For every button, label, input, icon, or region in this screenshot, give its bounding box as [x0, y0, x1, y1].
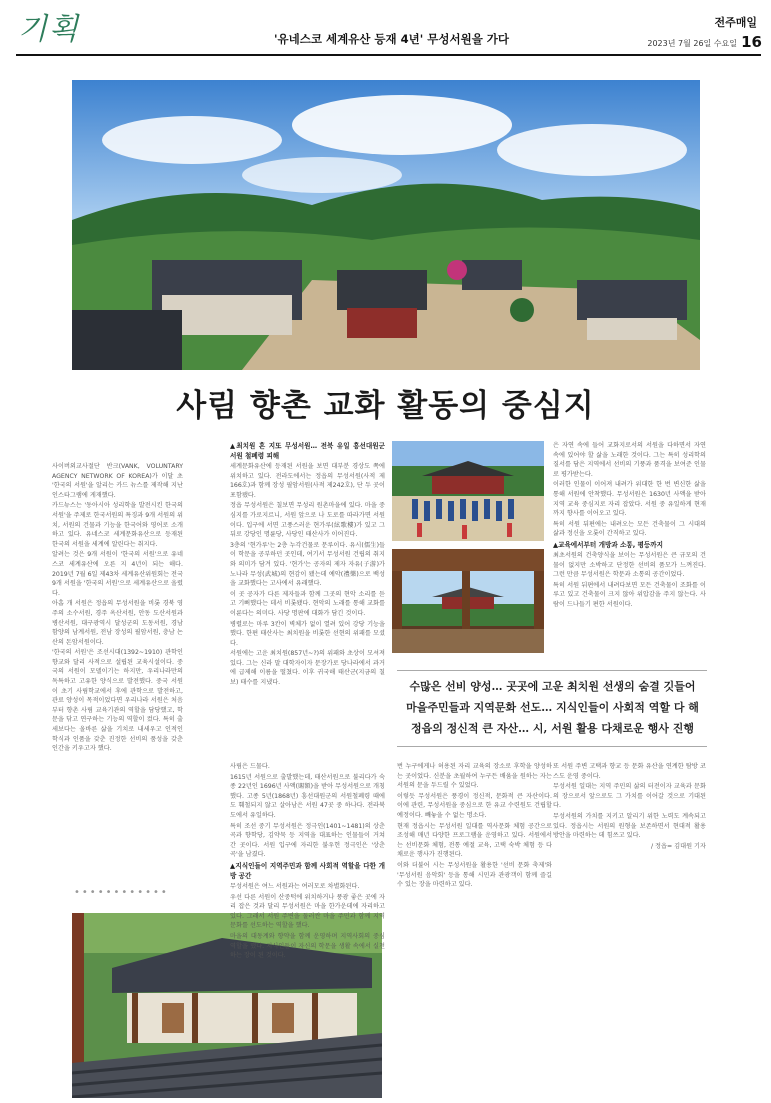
- paragraph: 사이버외교사절단 반크(VANK, VOLUNTARY AGENCY NETWORK OF KOREA)가 이달 초 '한국의 서원'을 알리는 카드 뉴스를 제작해 지난 인스타그램에 게재했다.: [52, 463, 183, 499]
- quote-line: 수많은 선비 양성… 곳곳에 고운 최치원 선생의 숨결 깃들어: [409, 680, 696, 693]
- article-column-2: [230, 441, 385, 689]
- paragraph: 아홉 개 서원은 정읍의 무성서원을 비롯 경북 영주의 소수서원, 경주 옥산서원, 안동 도산서원과 병산서원, 대구광역시 달성군의 도동서원, 경남 함양의 남계서원, 전남 장성의 필암서원, 충남 논산의 돈암서원이다.: [52, 600, 183, 646]
- paragraph: 알려는 것은 9개 서원이 '한국의 서원'으로 유네스코 세계유산에 오른 지 4년이 되는 해다. 2019년 7월 6일 제43차 세계유산위원회는 전국 9개 서원을 '한국의 서원'으로 세계유산으로 올렸다.: [52, 551, 183, 597]
- paragraph: 특히 조선 중기 무성서원은 정극인(1401~1481)의 상춘곡과 향학당, 김약묵 등 지역을 대표하는 인물들이 거쳐 간 곳이다. 서원 입구에 자리한 불우헌 정극인은 '상춘곡'을 남겼다.: [230, 822, 385, 859]
- article-column-5: [397, 762, 552, 891]
- paragraph: 1615년 서원으로 출발했는데, 태산서원으로 불리다가 숙종 22년인 1696년 사액(賜額)을 받아 무성서원으로 개칭했다. 고종 5년(1868년) 흥선대원군의 서원철폐령 때에도 훼철되지 않고 살아남은 서원 47곳 중 하나다. 전라북도에서 유일하다.: [230, 773, 385, 819]
- header-rule: [16, 54, 761, 56]
- paragraph: 무성서원 일대는 지역 주민의 삶의 터전이자 교육과 문화의 장으로서 앞으로도 그 가치를 이어갈 것으로 기대된다.: [553, 783, 706, 810]
- hero-photo-aerial-seowon: [72, 80, 700, 370]
- quote-rule-bottom: [397, 746, 707, 747]
- article-column-6: [553, 762, 706, 852]
- paragraph: 이 곳 공자가 다른 제자들과 함께 그곳의 현악 소리를 듣고 기뻐했다는 데서 비롯됐다. 현악의 노래를 통해 교화를 이룬다는 의미다. 사당 명판에 대화가 담긴 것이다.: [230, 590, 385, 617]
- paragraph: 번 누구에게나 허용된 자리 교육의 장소로 후학을 양성하는 곳이었다. 신분을 초월하여 누구든 배움을 원하는 자는 서원의 문을 두드릴 수 있었다.: [397, 763, 552, 790]
- byline: / 정읍= 김대원 기자: [650, 842, 706, 850]
- paragraph: 현재 정읍시는 무성서원 일대를 역사문화 체험 공간으로 조성해 매년 다양한 프로그램을 운영하고 있다. 서원에서는 선비문화 체험, 전통 예절 교육, 고택 숙박 체험 등 다채로운 행사가 진행된다.: [397, 822, 552, 859]
- paragraph: 마을의 대동계와 향약을 함께 운영하며 지역사회의 중심 역할을 했다. 지식인들이 자신의 학문을 생활 속에서 실천하는 장이 된 것이다.: [230, 932, 385, 960]
- paragraph: 또 서원 주변 고택과 향교 등 문화 유산을 연계한 탐방 코스도 운영 중이다.: [553, 763, 706, 780]
- paragraph: 서원에는 고운 최치원(857년~?)의 위패와 초상이 모셔져 있다. 그는 신라 말 대학자이자 문장가로 당나라에서 과거에 급제해 이름을 떨쳤다. 이후 귀국해 태산군(지금의 칠보) 태수를 지냈다.: [230, 650, 385, 687]
- paragraph: 이러한 인물이 이어져 내려가 위대한 한 번 변신한 삶을 통해 서원에 안착했다. 무성서원은 1630년 사액을 받아 지역 교육 중심지로 자리 잡았다. 서원 중 유일하게 현재까지 향사를 이어오고 있다.: [553, 481, 706, 518]
- column-separator-dots: ••••••••••••: [74, 887, 169, 898]
- paragraph: 이렇듯 무성서원은 풍경이 정신적, 문화적 큰 자산이다. 이에 관련, 무성서원을 중심으로 한 유교 수련원도 건립할 예정이다. 빼놓을 수 없는 명소다.: [397, 792, 552, 819]
- paragraph: 은 자연 속에 들어 교화지로서의 서원을 다하면서 자연 속에 있어야 할 삶을 노래한 것이다. 그는 특히 성리학의 질서를 담은 지역에서 선비의 기풍과 품격을 보여준 인물로 평가받는다.: [553, 442, 706, 478]
- paragraph: '한국의 서원'은 조선시대(1392~1910) 관학인 향교와 달리 사적으로 설립된 교육시설이다. 중국의 서원이 모델이기는 하지만, 우리나라만의 독특하고 고유한 양식으로 발전했다. 중국 서원이 초기 사림학교에서 후에 관학으로 발전하고, 관료 양성이 목적이었다면 우리나라 서원은 처음부터 향촌 사림 교육기관의 역할을 담당했고, 학문을 닦고 연구하는 기능의 역할이 컸다. 특히 출세보다는 올바른 삶을 기치로 내세우고 인적인 학식과 인품을 갖춘 진정한 선비의 품성을 갖춘 인간을 키우고자 했다.: [52, 649, 183, 753]
- photo-pavilion-interior: [392, 549, 544, 653]
- section-logo: 기획: [18, 12, 80, 47]
- paragraph: 사림은 드물다.: [230, 763, 270, 770]
- paragraph: 정읍 무성서원은 칠보면 무성리 원촌마을에 있다. 마을 중심지를 가로지르니, 서원 앞으로 나 도로를 따라가면 서원이다. 입구에 서면 고풍스러운 현가루(絃歌樓)가 있고 그 뒤로 강당인 명륜당, 사당인 태산사가 이어진다.: [230, 502, 385, 539]
- paragraph: 특히 서원 뒤편에는 내려오는 모든 건축물이 그 시대의 삶과 정신을 오롯이 간직하고 있다.: [553, 520, 706, 538]
- paragraph: 최초서원의 건축양식을 보이는 무성서원은 큰 규모의 건물이 없지만 소박하고 단정한 선비의 품모가 느껴진다. 그런 만큼 무성서원은 학문과 소통의 공간이었다.: [553, 551, 706, 579]
- subheading: ▲최치원 흔 지또 무성서원… 전북 유일 흥선대원군 서원 철폐령 피해: [230, 442, 385, 460]
- quote-rule-top: [397, 670, 707, 671]
- series-title: '유네스코 세계유산 등재 4년' 무성서원을 가다: [274, 32, 510, 46]
- photo-ceremony: [392, 441, 544, 541]
- paragraph: 세계문화유산에 등재된 서원을 보면 대부분 경상도 쪽에 위치하고 있다. 전라도에서는 정읍의 무성서원(사적 제166호)과 함께 장성 필암서원(사적 제242호), 단 두 곳이 포함됐다.: [230, 463, 385, 499]
- subheading: ▲지식인들이 지역주민과 함께 사회적 역할을 다한 개방 공간: [230, 861, 385, 880]
- paragraph: 카드뉴스는 '동아시아 성리학을 발전시킨 한국의 서원'을 주제로 한국서원의 특징과 9개 서원의 위치, 서원의 건물과 기능을 한국어와 영어로 소개하고 있다. 유네스코 세계문화유산으로 등재된 한국의 서원을 세계에 알린다는 취지다.: [52, 502, 184, 548]
- article-column-1: [52, 462, 183, 755]
- paragraph: 이와 더불어 시는 무성서원을 활용한 '선비 문화 축제'와 '무성서원 음악회' 등을 통해 시민과 관광객이 함께 즐길 수 있는 장을 마련하고 있다.: [397, 861, 552, 889]
- newspaper-name: 전주매일: [714, 16, 757, 29]
- pull-quote: [395, 676, 710, 739]
- quote-line: 정읍의 정신적 큰 자산… 시, 서원 활용 다채로운 행사 진행: [410, 722, 695, 735]
- paragraph: 특히 서원 뒤편에서 내려다보면 모든 건축물이 조화를 이루고 있고 건축물이 크지 않아 위압감을 주지 않는다. 사람이 드나들기 편한 서원이다.: [553, 581, 706, 608]
- paragraph: 우선 다른 서원이 산중턱에 위치하거나 풍광 좋은 곳에 자리 잡은 것과 달리 무성서원은 마을 한가운데에 자리하고 있다. 그래서 서원 주변을 둘러싼 마을 주민과 함께 지역문화를 선도하는 역할을 했다.: [230, 893, 385, 930]
- paragraph: 3층의 '현가루'는 2층 누각건물로 문루이다. 유시(儒生)들이 학문을 공부하던 곳인데, 여기서 무성서원 건립의 취지와 의미가 담겨 있다. '현가'는 공자의 제자 자유(子游)가 노나라 무성(武城)의 현감이 됐는데 예악(禮樂)으로 백성을 교화했다는 고사에서 유래했다.: [230, 541, 385, 588]
- article-column-4: [230, 762, 385, 962]
- subheading: ▲교육에서부터 개방과 소통, 평등까지: [553, 540, 664, 549]
- article-column-3: [553, 441, 706, 611]
- quote-line: 마을주민들과 지역문화 선도… 지식인들이 사회적 역할 다 해: [406, 701, 699, 714]
- paragraph: 무성서원의 가치를 지키고 알리기 위한 노력도 계속되고 있다. 정읍시는 서원의 원형을 보존하면서 현대적 활용 방안을 마련하는 데 힘쓰고 있다.: [553, 812, 706, 840]
- page-number: 16: [741, 33, 762, 51]
- paragraph: 병렬로는 마루 3칸이 벽체가 없이 열려 있어 강당 기능을 했다. 한편 태산사는 최치원을 비롯한 선현의 위패를 모셨다.: [230, 620, 385, 647]
- paragraph: 무성서원은 여느 서원과는 여러모로 차별화된다.: [230, 882, 360, 890]
- issue-date: 2023년 7월 26일 수요일: [647, 39, 737, 48]
- main-headline: 사림 향촌 교화 활동의 중심지: [176, 388, 595, 424]
